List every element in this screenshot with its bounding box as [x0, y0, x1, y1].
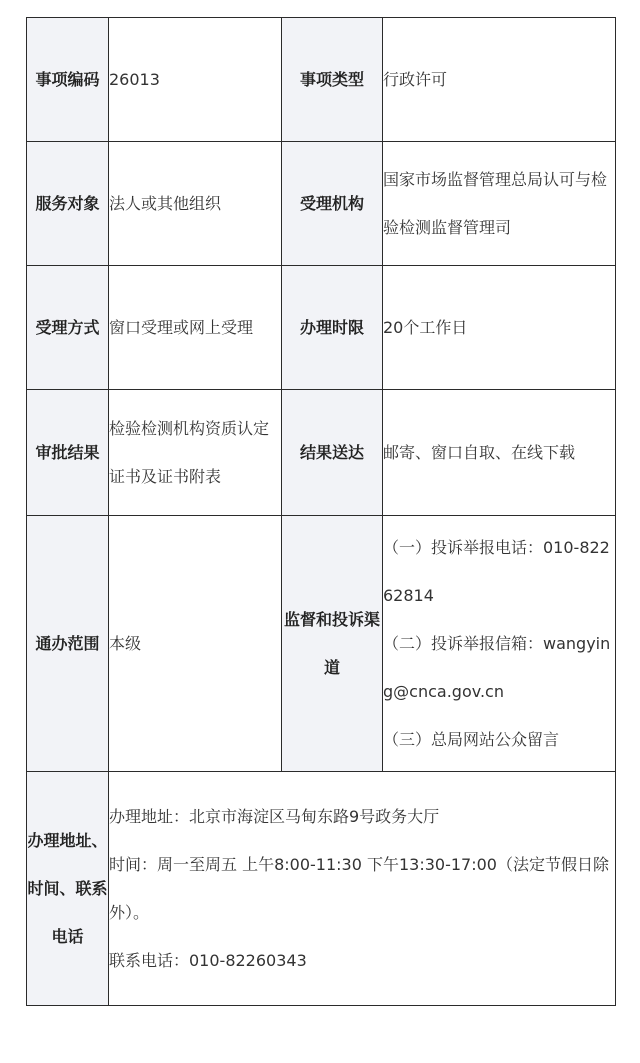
- complaint-website: （三）总局网站公众留言: [383, 729, 560, 749]
- accepting-agency-value: 国家市场监督管理总局认可与检验检测监督管理司: [383, 142, 616, 266]
- acceptance-method-value: 窗口受理或网上受理: [109, 266, 282, 390]
- service-target-value: 法人或其他组织: [109, 142, 282, 266]
- service-scope-label: 通办范围: [27, 516, 109, 772]
- item-type-value: 行政许可: [383, 18, 616, 142]
- item-type-label: 事项类型: [282, 18, 383, 142]
- result-delivery-value: 邮寄、窗口自取、在线下载: [383, 390, 616, 516]
- time-limit-label: 办理时限: [282, 266, 383, 390]
- complaint-channel-label: 监督和投诉渠道: [282, 516, 383, 772]
- contact-phone: 联系电话：010-82260343: [109, 950, 307, 970]
- contact-info-label: 办理地址、时间、联系电话: [27, 772, 109, 1006]
- result-delivery-label: 结果送达: [282, 390, 383, 516]
- service-target-label: 服务对象: [27, 142, 109, 266]
- item-code-label: 事项编码: [27, 18, 109, 142]
- complaint-email: （二）投诉举报信箱：wangying@cnca.gov.cn: [383, 633, 611, 701]
- acceptance-method-label: 受理方式: [27, 266, 109, 390]
- approval-result-label: 审批结果: [27, 390, 109, 516]
- item-code-value: 26013: [109, 18, 282, 142]
- table-row: [27, 142, 616, 266]
- service-scope-value: 本级: [109, 516, 282, 772]
- complaint-phone: （一）投诉举报电话：010-82262814: [383, 537, 610, 605]
- contact-info-value: [109, 772, 616, 1006]
- time-limit-value: 20个工作日: [383, 266, 616, 390]
- accepting-agency-label: 受理机构: [282, 142, 383, 266]
- service-info-table: [26, 17, 616, 1006]
- table-row: [27, 266, 616, 390]
- approval-result-value: 检验检测机构资质认定证书及证书附表: [109, 390, 282, 516]
- complaint-channel-value: [383, 516, 616, 772]
- office-hours: 时间：周一至周五 上午8:00-11:30 下午13:30-17:00（法定节假日除外）。: [109, 854, 609, 922]
- table-row: [27, 18, 616, 142]
- table-row: [27, 772, 616, 1006]
- table-row: [27, 390, 616, 516]
- office-address: 办理地址：北京市海淀区马甸东路9号政务大厅: [109, 806, 440, 826]
- table-row: [27, 516, 616, 772]
